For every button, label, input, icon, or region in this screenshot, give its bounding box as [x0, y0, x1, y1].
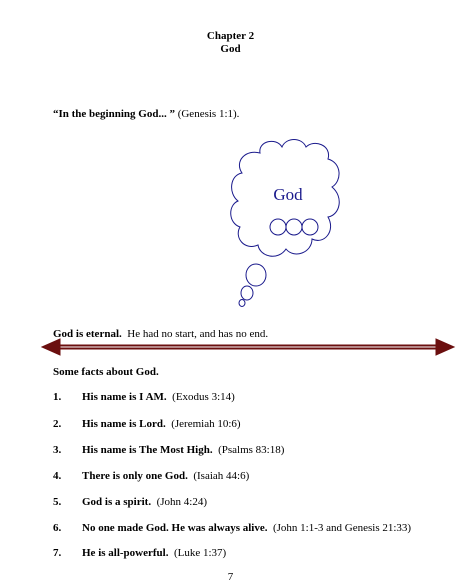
opening-quote: [53, 108, 239, 120]
fact-statement: His name is Lord.: [82, 418, 166, 430]
fact-statement: God is a spirit.: [82, 496, 152, 508]
fact-reference: (Jeremiah 10:6): [171, 418, 241, 430]
chapter-number: Chapter 2: [206, 30, 255, 42]
fact-reference: (John 1:1-3 and Genesis 21:33): [272, 522, 412, 534]
thought-cloud-illustration: [228, 135, 344, 313]
ring-icon: [302, 219, 318, 235]
fact-number: 7.: [53, 547, 62, 559]
page-number: 7: [227, 571, 234, 583]
fact-reference: (Exodus 3:14): [172, 391, 235, 403]
facts-heading: Some facts about God.: [53, 366, 159, 378]
fact-statement: His name is The Most High.: [82, 444, 213, 456]
fact-statement: There is only one God.: [82, 470, 188, 482]
fact-reference: (Isaiah 44:6): [193, 470, 250, 482]
fact-reference: (Luke 1:37): [173, 547, 227, 559]
fact-number: 2.: [53, 418, 62, 430]
fact-item: [53, 547, 226, 559]
fact-number: 3.: [53, 444, 62, 456]
fact-item: [53, 522, 411, 534]
fact-statement: His name is I AM.: [82, 391, 167, 403]
fact-number: 1.: [53, 391, 62, 403]
ring-icon: [286, 219, 302, 235]
eternal-rest: He had no start, and has no end.: [127, 328, 269, 340]
fact-item: [53, 496, 207, 508]
quote-reference: (Genesis 1:1).: [177, 108, 240, 120]
ring-icon: [270, 219, 286, 235]
eternal-bold: God is eternal.: [53, 328, 122, 340]
arrowhead-right-icon: [436, 339, 454, 355]
fact-item: [53, 444, 284, 456]
quote-text: “In the beginning God... ”: [53, 108, 175, 120]
chapter-title: God: [220, 43, 241, 55]
fact-reference: (John 4:24): [156, 496, 207, 508]
fact-item: [53, 470, 249, 482]
fact-reference: (Psalms 83:18): [218, 444, 285, 456]
fact-statement: He is all-powerful.: [82, 547, 169, 559]
fact-number: 5.: [53, 496, 62, 508]
cloud-label: God: [273, 185, 303, 204]
fact-item: [53, 418, 241, 430]
fact-item: [53, 391, 235, 403]
fact-number: 4.: [53, 470, 62, 482]
fact-statement: No one made God. He was always alive.: [82, 522, 268, 534]
fact-number: 6.: [53, 522, 62, 534]
arrowhead-left-icon: [42, 339, 60, 355]
double-arrow-divider: [40, 338, 456, 356]
